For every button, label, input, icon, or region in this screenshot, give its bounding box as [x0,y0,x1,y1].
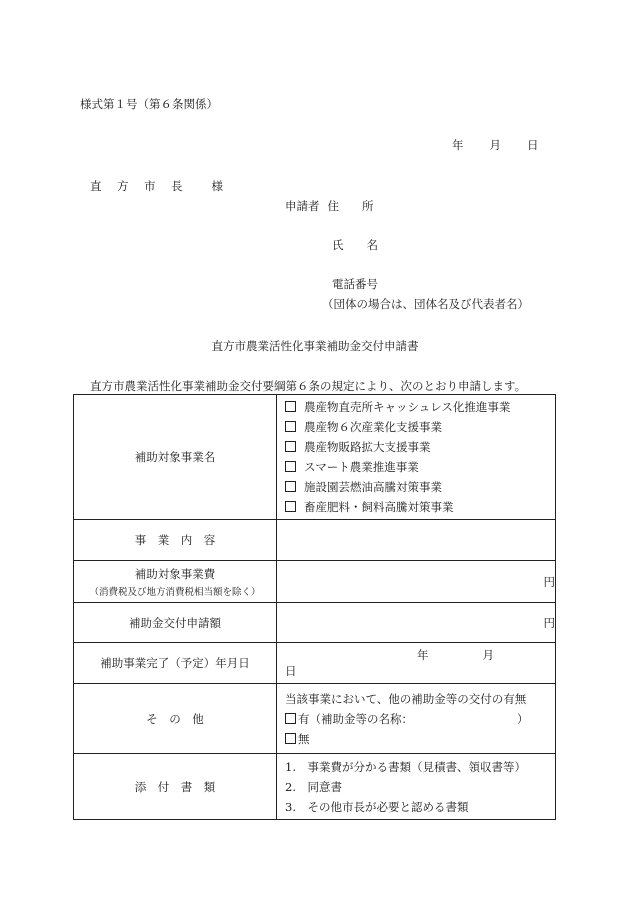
project-option[interactable]: 畜産肥料・飼料高騰対策事業 [285,497,555,517]
form-number: 様式第１号（第６条関係） [80,97,218,111]
completion-year-label: 年 [417,648,429,662]
table-row [74,754,556,820]
project-option[interactable]: 施設園芸燃油高騰対策事業 [285,477,555,497]
table-row [74,520,556,561]
table-row [74,684,556,754]
amount-field[interactable] [277,603,556,643]
addressee: 直 方 市 長 様 [90,179,225,193]
completion-month-label: 月 [482,648,494,662]
applicant-group-note: （団体の場合は、団体名及び代表者名） [322,297,529,311]
other-yes-option[interactable] [285,709,555,729]
applicant-phone-label: 電話番号 [332,277,378,291]
project-name-label: 補助対象事業名 [74,395,277,520]
other-field [277,684,556,754]
date-year-label: 年 [452,138,464,152]
applicant-address-line [285,198,374,214]
attachments-list [277,754,556,820]
document-title: 直方市農業活性化事業補助金交付申請書 [211,339,419,353]
other-yes-close: ） [517,711,529,726]
completion-label: 補助事業完了（予定）年月日 [74,643,277,684]
attachment-item: 1. 事業費が分かる書類（見積書、領収書等） [285,759,526,774]
address-label: 住 所 [327,199,374,213]
checkbox-icon[interactable] [285,461,296,472]
project-options [277,395,556,520]
other-no-option[interactable] [285,729,555,749]
completion-date-field[interactable] [277,643,556,684]
project-option[interactable]: 農産物６次産業化支援事業 [285,417,555,437]
other-yes-label: 有（補助金等の名称： [298,711,413,726]
other-question: 当該事業において、他の補助金等の交付の有無 [285,691,527,706]
date-day-label: 日 [527,138,539,152]
amount-unit: 円 [543,615,555,630]
cost-label: 補助対象事業費 [134,566,216,581]
attachments-label: 添 付 書 類 [74,754,277,820]
header-date [452,137,539,153]
attachment-item: 2. 同意書 [285,779,342,794]
cost-sub-label: （消費税及び地方消費税相当額を除く） [89,586,261,598]
checkbox-icon[interactable] [285,481,296,492]
table-row [74,395,556,520]
checkbox-icon[interactable] [285,401,296,412]
applicant-name-label: 氏 名 [332,238,378,252]
project-option[interactable]: 農産物販路拡大支援事業 [285,437,555,457]
applicant-label: 申請者 [285,199,320,213]
cost-unit: 円 [543,574,555,589]
project-option[interactable]: スマート農業推進事業 [285,457,555,477]
completion-day-label: 日 [285,664,297,678]
table-row [74,643,556,684]
table-row [74,603,556,643]
content-label: 事 業 内 容 [74,520,277,561]
other-no-label: 無 [298,731,310,746]
date-month-label: 月 [489,138,501,152]
checkbox-icon[interactable] [285,441,296,452]
other-label: そ の 他 [74,684,277,754]
checkbox-icon[interactable] [285,421,296,432]
checkbox-icon[interactable] [285,733,296,744]
checkbox-icon[interactable] [285,713,296,724]
cost-label-cell [74,561,277,603]
attachment-item: 3. その他市長が必要と認める書類 [285,799,469,814]
intro-text: 直方市農業活性化事業補助金交付要綱第６条の規定により、次のとおり申請します。 [90,379,527,393]
project-option[interactable]: 農産物直売所キャッシュレス化推進事業 [285,397,555,417]
cost-field[interactable] [277,561,556,603]
table-row [74,561,556,603]
application-table [73,394,556,820]
content-field[interactable] [277,520,556,561]
amount-label: 補助金交付申請額 [74,603,277,643]
checkbox-icon[interactable] [285,501,296,512]
